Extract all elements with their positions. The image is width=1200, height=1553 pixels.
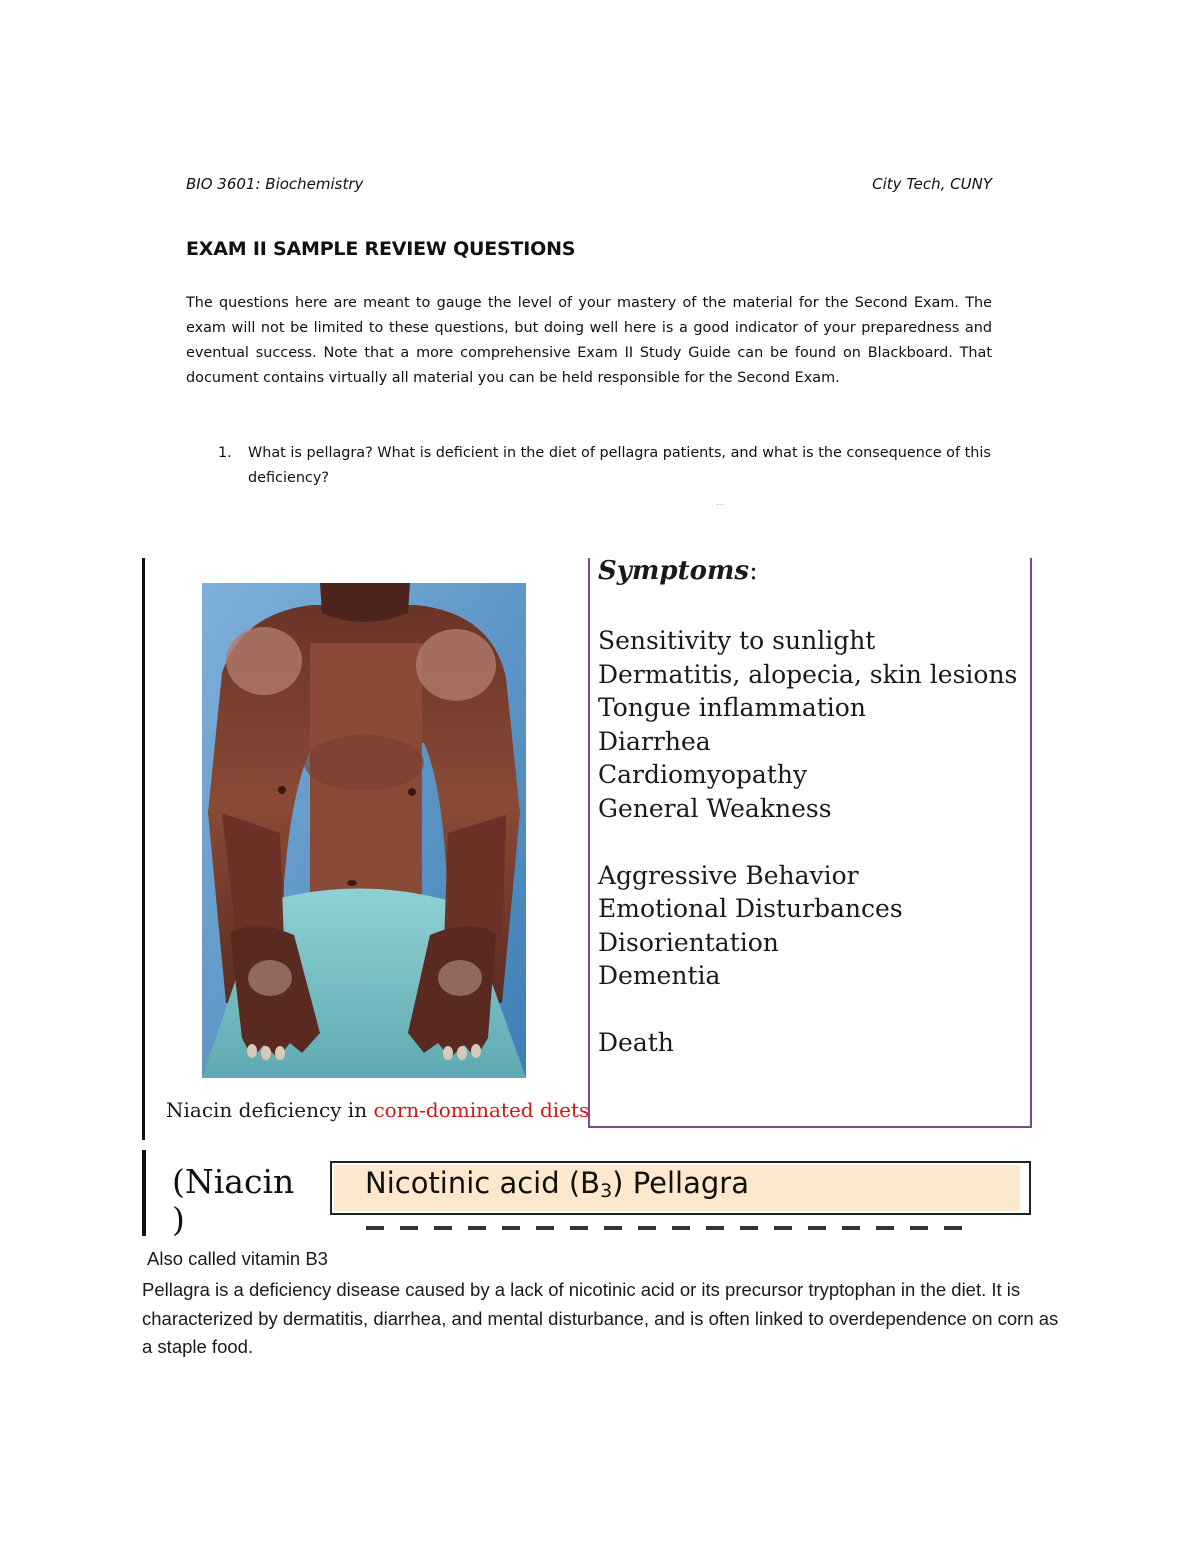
page-title: EXAM II SAMPLE REVIEW QUESTIONS (186, 238, 576, 260)
caption-prefix: Niacin deficiency in (166, 1098, 374, 1122)
intro-paragraph: The questions here are meant to gauge the level of your mastery of the material for the Second Exam. The exam will not be limited to these questions, but doing well here is a good indicator of your preparedness and eventual success. Note that a more comprehensive Exam II Study Guide can be found on Blackboard. That document contains virtually all material you can be held responsible for the Second Exam. (186, 295, 992, 386)
symptom-item: Emotional Disturbances (598, 894, 903, 924)
symptom-item: Dermatitis, alopecia, skin lesions (598, 659, 1018, 689)
also-called-line: Also called vitamin B3 (147, 1248, 328, 1269)
symptom-item: Death (598, 1027, 674, 1057)
pellagra-patient-photo (202, 583, 526, 1078)
caption-highlight: corn-dominated diets (373, 1098, 590, 1122)
symptom-item: Cardiomyopathy (598, 760, 808, 790)
band-left-rule (142, 1150, 146, 1236)
symptom-item: Diarrhea (598, 726, 711, 756)
institution-header: City Tech, CUNY (872, 175, 992, 193)
answer-paragraph: Pellagra is a deficiency disease caused by a lack of nicotinic acid or its precursor tryptophan in the diet. It is characterized by dermatitis, diarrhea, and mental disturbance, and is often linked to overdependence on corn as a staple food. (142, 1279, 1059, 1357)
symptom-item: Sensitivity to sunlight (598, 626, 876, 655)
symptom-item: Dementia (598, 961, 721, 991)
question-text: What is pellagra? What is deficient in the diet of pellagra patients, and what is the consequence of this deficiency? (248, 445, 991, 486)
symptoms-list (598, 624, 1017, 1060)
question-number: 1. (218, 445, 232, 461)
photo-caption (166, 1098, 589, 1122)
niacin-label: (Niacin ) (172, 1162, 295, 1236)
scan-mark: ⋯ (716, 500, 724, 509)
symptom-item: Aggressive Behavior (598, 860, 859, 890)
cropped-next-row (330, 1226, 1030, 1236)
niacin-label-clip (160, 1150, 320, 1236)
symptoms-title: Symptoms: (598, 556, 758, 586)
symptom-item: Tongue inflammation (598, 693, 866, 723)
course-header: BIO 3601: Biochemistry (186, 175, 364, 193)
symptom-gap (598, 826, 1017, 859)
figure-left-rule (142, 558, 145, 1140)
symptom-gap (598, 993, 1017, 1026)
symptom-item: Disorientation (598, 927, 779, 957)
symptom-item: General Weakness (598, 793, 832, 823)
nicotinic-acid-label: Nicotinic acid $(B_3)$ Pellagra (365, 1166, 749, 1202)
